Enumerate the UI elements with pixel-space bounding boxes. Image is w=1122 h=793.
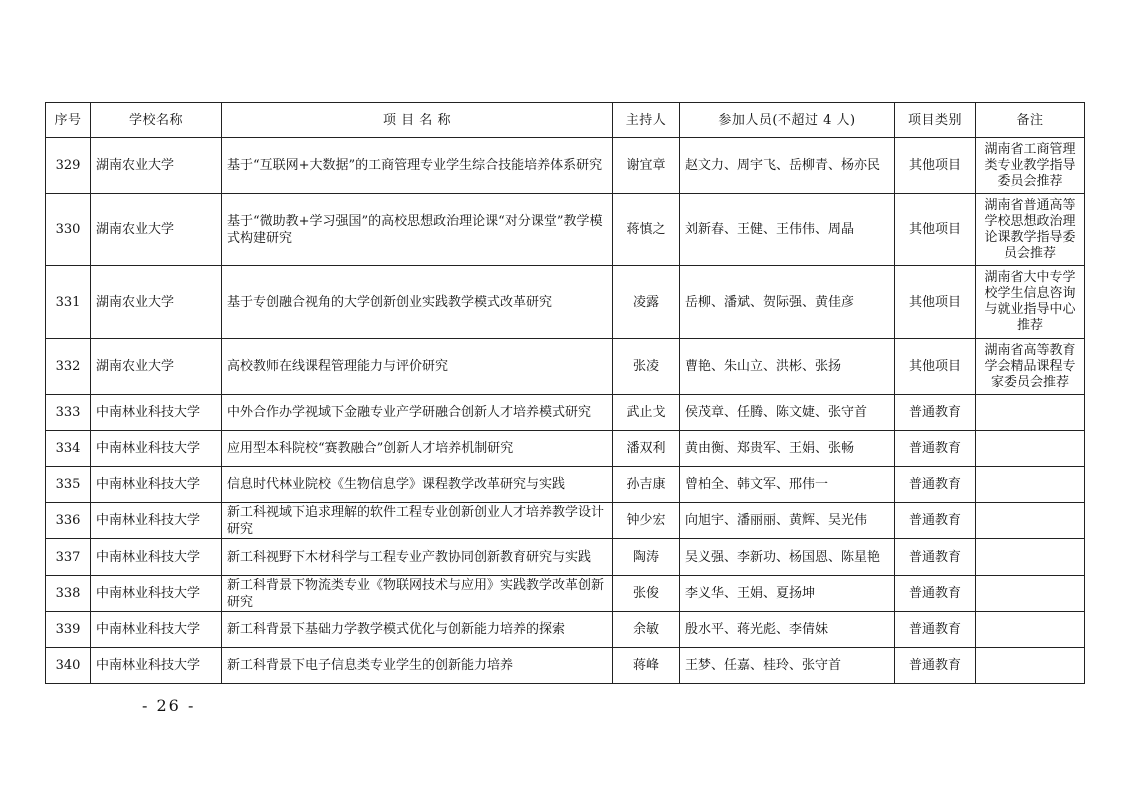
cell-school: 湖南农业大学 <box>91 266 222 339</box>
cell-school: 中南林业科技大学 <box>91 648 222 684</box>
cell-members: 赵文力、周宇飞、岳柳青、杨亦民 <box>680 138 895 194</box>
cell-no: 335 <box>46 467 91 503</box>
cell-school: 中南林业科技大学 <box>91 467 222 503</box>
cell-project: 新工科视野下木材科学与工程专业产教协同创新教育研究与实践 <box>222 539 613 576</box>
page-number: - 26 - <box>142 696 196 715</box>
header-school: 学校名称 <box>91 103 222 138</box>
cell-project: 新工科视域下追求理解的软件工程专业创新创业人才培养教学设计研究 <box>222 503 613 539</box>
cell-note: 湖南省高等教育学会精品课程专家委员会推荐 <box>976 339 1085 395</box>
table-row <box>46 648 1085 684</box>
cell-no: 331 <box>46 266 91 339</box>
cell-note <box>976 648 1085 684</box>
cell-members: 岳柳、潘斌、贺际强、黄佳彦 <box>680 266 895 339</box>
header-host: 主持人 <box>613 103 680 138</box>
cell-note <box>976 576 1085 612</box>
cell-members: 黄由衡、郑贵军、王娟、张畅 <box>680 431 895 467</box>
cell-project: 基于专创融合视角的大学创新创业实践教学模式改革研究 <box>222 266 613 339</box>
cell-host: 蒋慎之 <box>613 194 680 266</box>
table-row <box>46 194 1085 266</box>
cell-members: 李义华、王娟、夏扬坤 <box>680 576 895 612</box>
cell-note <box>976 539 1085 576</box>
cell-note: 湖南省工商管理类专业教学指导委员会推荐 <box>976 138 1085 194</box>
cell-no: 338 <box>46 576 91 612</box>
cell-note <box>976 395 1085 431</box>
cell-host: 凌露 <box>613 266 680 339</box>
cell-school: 湖南农业大学 <box>91 339 222 395</box>
cell-no: 332 <box>46 339 91 395</box>
cell-category: 其他项目 <box>895 138 976 194</box>
table-row <box>46 612 1085 648</box>
cell-school: 中南林业科技大学 <box>91 395 222 431</box>
table-row <box>46 539 1085 576</box>
cell-project: 新工科背景下电子信息类专业学生的创新能力培养 <box>222 648 613 684</box>
cell-category: 普通教育 <box>895 467 976 503</box>
cell-category: 其他项目 <box>895 266 976 339</box>
cell-note <box>976 467 1085 503</box>
table-header-row <box>46 103 1085 138</box>
cell-school: 湖南农业大学 <box>91 194 222 266</box>
table-row <box>46 395 1085 431</box>
cell-host: 武止戈 <box>613 395 680 431</box>
header-project: 项 目 名 称 <box>222 103 613 138</box>
table-row <box>46 339 1085 395</box>
cell-school: 中南林业科技大学 <box>91 612 222 648</box>
cell-no: 334 <box>46 431 91 467</box>
cell-category: 普通教育 <box>895 648 976 684</box>
cell-host: 张凌 <box>613 339 680 395</box>
cell-category: 普通教育 <box>895 431 976 467</box>
cell-host: 蒋峰 <box>613 648 680 684</box>
cell-no: 333 <box>46 395 91 431</box>
cell-no: 330 <box>46 194 91 266</box>
cell-host: 谢宜章 <box>613 138 680 194</box>
cell-members: 吴义强、李新功、杨国恩、陈星艳 <box>680 539 895 576</box>
table-row <box>46 503 1085 539</box>
cell-category: 普通教育 <box>895 539 976 576</box>
cell-note <box>976 431 1085 467</box>
table-row <box>46 138 1085 194</box>
cell-project: 基于“互联网+大数据”的工商管理专业学生综合技能培养体系研究 <box>222 138 613 194</box>
cell-school: 湖南农业大学 <box>91 138 222 194</box>
cell-school: 中南林业科技大学 <box>91 539 222 576</box>
header-note: 备注 <box>976 103 1085 138</box>
cell-members: 曹艳、朱山立、洪彬、张扬 <box>680 339 895 395</box>
cell-school: 中南林业科技大学 <box>91 431 222 467</box>
header-no: 序号 <box>46 103 91 138</box>
cell-category: 普通教育 <box>895 576 976 612</box>
cell-members: 王梦、任嘉、桂玲、张守首 <box>680 648 895 684</box>
cell-host: 张俊 <box>613 576 680 612</box>
cell-no: 339 <box>46 612 91 648</box>
cell-category: 普通教育 <box>895 503 976 539</box>
cell-note: 湖南省普通高等学校思想政治理论课教学指导委员会推荐 <box>976 194 1085 266</box>
cell-host: 余敏 <box>613 612 680 648</box>
cell-project: 新工科背景下基础力学教学模式优化与创新能力培养的探索 <box>222 612 613 648</box>
table-row <box>46 266 1085 339</box>
cell-no: 329 <box>46 138 91 194</box>
table-row <box>46 431 1085 467</box>
project-table <box>45 102 1085 684</box>
cell-host: 孙吉康 <box>613 467 680 503</box>
cell-school: 中南林业科技大学 <box>91 576 222 612</box>
cell-note <box>976 503 1085 539</box>
cell-project: 应用型本科院校“赛教融合”创新人才培养机制研究 <box>222 431 613 467</box>
cell-project: 新工科背景下物流类专业《物联网技术与应用》实践教学改革创新研究 <box>222 576 613 612</box>
table-row <box>46 576 1085 612</box>
cell-members: 侯茂章、任腾、陈文婕、张守首 <box>680 395 895 431</box>
cell-no: 336 <box>46 503 91 539</box>
cell-host: 潘双利 <box>613 431 680 467</box>
cell-category: 普通教育 <box>895 612 976 648</box>
header-category: 项目类别 <box>895 103 976 138</box>
cell-category: 其他项目 <box>895 194 976 266</box>
cell-project: 基于“微助教+学习强国”的高校思想政治理论课“对分课堂”教学模式构建研究 <box>222 194 613 266</box>
cell-members: 曾柏全、韩文军、邢伟一 <box>680 467 895 503</box>
cell-host: 钟少宏 <box>613 503 680 539</box>
cell-members: 刘新春、王健、王伟伟、周晶 <box>680 194 895 266</box>
cell-category: 普通教育 <box>895 395 976 431</box>
cell-project: 高校教师在线课程管理能力与评价研究 <box>222 339 613 395</box>
cell-school: 中南林业科技大学 <box>91 503 222 539</box>
cell-members: 殷水平、蒋光彪、李倩妹 <box>680 612 895 648</box>
cell-no: 337 <box>46 539 91 576</box>
cell-host: 陶涛 <box>613 539 680 576</box>
cell-no: 340 <box>46 648 91 684</box>
cell-note <box>976 612 1085 648</box>
cell-members: 向旭宇、潘丽丽、黄辉、吴光伟 <box>680 503 895 539</box>
header-members: 参加人员(不超过 4 人) <box>680 103 895 138</box>
cell-project: 中外合作办学视域下金融专业产学研融合创新人才培养模式研究 <box>222 395 613 431</box>
table-row <box>46 467 1085 503</box>
cell-category: 其他项目 <box>895 339 976 395</box>
cell-project: 信息时代林业院校《生物信息学》课程教学改革研究与实践 <box>222 467 613 503</box>
cell-note: 湖南省大中专学校学生信息咨询与就业指导中心推荐 <box>976 266 1085 339</box>
